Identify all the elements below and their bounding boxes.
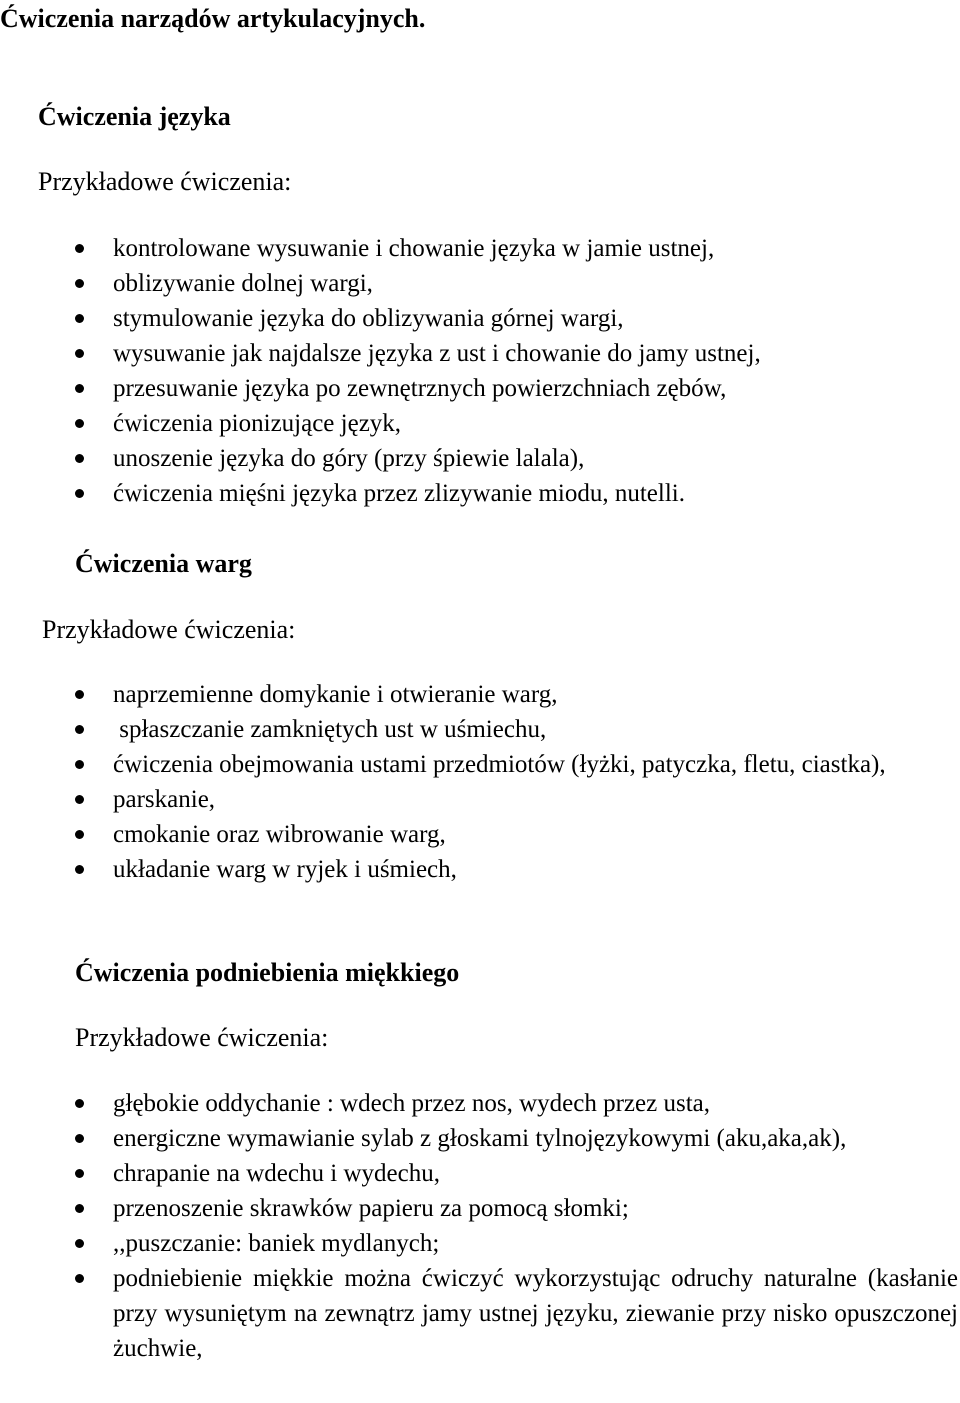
list-item: energiczne wymawianie sylab z głoskami tylnojęzykowymi (aku,aka,ak), <box>0 1121 960 1156</box>
bullet-icon <box>75 419 84 428</box>
list-item: głębokie oddychanie : wdech przez nos, wydech przez usta, <box>0 1086 960 1121</box>
bullet-icon <box>75 760 84 769</box>
list-item: ćwiczenia pionizujące język, <box>0 406 960 441</box>
list-item: wysuwanie jak najdalsze języka z ust i chowanie do jamy ustnej, <box>0 336 960 371</box>
bullet-icon <box>75 725 84 734</box>
bullet-icon <box>75 1134 84 1143</box>
bullet-icon <box>75 314 84 323</box>
list-item: przesuwanie języka po zewnętrznych powierzchniach zębów, <box>0 371 960 406</box>
bullet-icon <box>75 1169 84 1178</box>
section-heading-lips: Ćwiczenia warg <box>75 549 252 578</box>
bullet-icon <box>75 1099 84 1108</box>
list-item: naprzemienne domykanie i otwieranie warg, <box>0 677 960 712</box>
list-item: stymulowanie języka do oblizywania górnej wargi, <box>0 301 960 336</box>
bullet-icon <box>75 1274 84 1283</box>
section-subheading-soft-palate: Przykładowe ćwiczenia: <box>75 1023 329 1052</box>
list-item: podniebienie miękkie można ćwiczyć wykorzystując odruchy naturalne (kasłanie przy wysuniętym na zewnątrz jamy ustnej języku, ziewanie przy nisko opuszczonej żuchwie, <box>0 1261 960 1366</box>
section-heading-tongue: Ćwiczenia języka <box>38 102 231 131</box>
list-item: cmokanie oraz wibrowanie warg, <box>0 817 960 852</box>
exercise-list-tongue <box>0 231 960 511</box>
list-item: chrapanie na wdechu i wydechu, <box>0 1156 960 1191</box>
section-subheading-tongue: Przykładowe ćwiczenia: <box>38 167 292 196</box>
section-heading-soft-palate: Ćwiczenia podniebienia miękkiego <box>75 958 460 987</box>
bullet-icon <box>75 244 84 253</box>
bullet-icon <box>75 795 84 804</box>
list-item: ,,puszczanie: baniek mydlanych; <box>0 1226 960 1261</box>
list-item: oblizywanie dolnej wargi, <box>0 266 960 301</box>
list-item: układanie warg w ryjek i uśmiech, <box>0 852 960 887</box>
list-item: spłaszczanie zamkniętych ust w uśmiechu, <box>0 712 960 747</box>
bullet-icon <box>75 489 84 498</box>
bullet-icon <box>75 690 84 699</box>
bullet-icon <box>75 279 84 288</box>
bullet-icon <box>75 384 84 393</box>
bullet-icon <box>75 454 84 463</box>
list-item: ćwiczenia mięśni języka przez zlizywanie miodu, nutelli. <box>0 476 960 511</box>
exercise-list-soft-palate <box>0 1086 960 1366</box>
bullet-icon <box>75 349 84 358</box>
list-item: unoszenie języka do góry (przy śpiewie lalala), <box>0 441 960 476</box>
bullet-icon <box>75 830 84 839</box>
list-item: parskanie, <box>0 782 960 817</box>
bullet-icon <box>75 1239 84 1248</box>
list-item: ćwiczenia obejmowania ustami przedmiotów (łyżki, patyczka, fletu, ciastka), <box>0 747 960 782</box>
section-subheading-lips: Przykładowe ćwiczenia: <box>42 615 296 644</box>
list-item: kontrolowane wysuwanie i chowanie języka w jamie ustnej, <box>0 231 960 266</box>
bullet-icon <box>75 1204 84 1213</box>
document-title: Ćwiczenia narządów artykulacyjnych. <box>0 4 426 33</box>
list-item: przenoszenie skrawków papieru za pomocą słomki; <box>0 1191 960 1226</box>
bullet-icon <box>75 865 84 874</box>
exercise-list-lips <box>0 677 960 887</box>
